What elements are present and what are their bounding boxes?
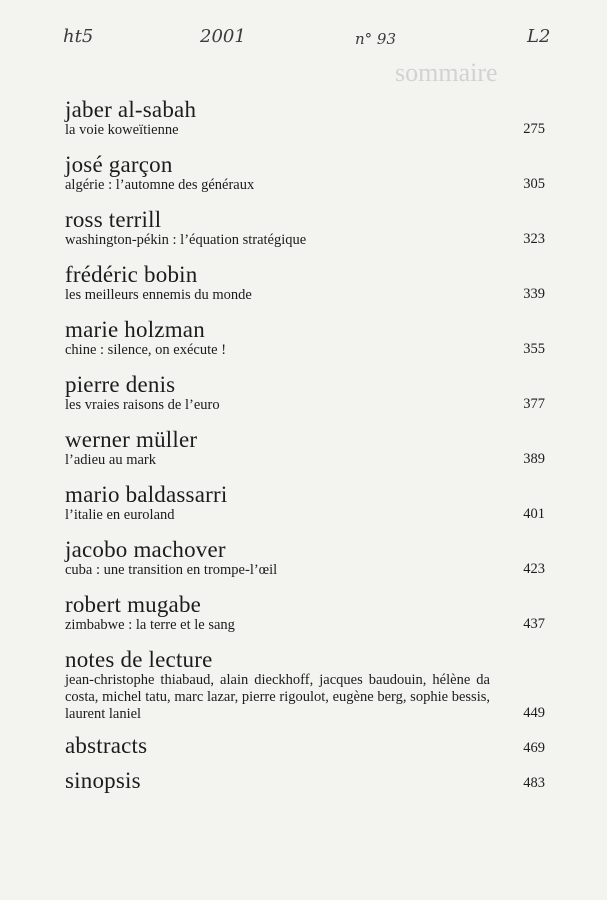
section-name: abstracts <box>65 733 148 758</box>
section-name: sinopsis <box>65 768 141 793</box>
article-title: les meilleurs ennemis du monde <box>65 287 252 303</box>
page-number: 389 <box>523 451 545 467</box>
author-name: werner müller <box>65 427 198 452</box>
author-name: frédéric bobin <box>65 262 198 287</box>
article-title: l’adieu au mark <box>65 452 156 468</box>
toc-entry <box>65 372 545 414</box>
article-title: cuba : une transition en trompe-l’œil <box>65 562 278 578</box>
page-number: 323 <box>523 231 545 247</box>
toc-entry <box>65 482 545 524</box>
author-name: jaber al-sabah <box>65 97 197 122</box>
handwritten-annotation-issue: n° 93 <box>355 30 397 48</box>
handwritten-annotation-left: ht5 <box>63 26 94 47</box>
author-name: josé garçon <box>65 152 173 177</box>
page-number: 401 <box>523 506 545 522</box>
table-of-contents <box>65 97 545 793</box>
article-title: algérie : l’automne des généraux <box>65 177 255 193</box>
toc-entry <box>65 97 545 139</box>
toc-entry <box>65 537 545 579</box>
article-title: chine : silence, on exécute ! <box>65 342 227 358</box>
author-name: robert mugabe <box>65 592 202 617</box>
author-name: marie holzman <box>65 317 205 342</box>
toc-entry <box>65 207 545 249</box>
author-name: mario baldassarri <box>65 482 228 507</box>
article-title: washington-pékin : l’équation stratégique <box>65 232 307 248</box>
page-number: 423 <box>523 561 545 577</box>
author-name: jacobo machover <box>65 537 226 562</box>
handwritten-annotation-right: L2 <box>527 26 551 47</box>
toc-entry <box>65 317 545 359</box>
page-number: 377 <box>523 396 545 412</box>
page-number: 339 <box>523 286 545 302</box>
toc-entry <box>65 592 545 634</box>
bleed-through-text: sommaire <box>395 58 498 87</box>
contributors-list: jean-christophe thiabaud, alain dieckhoff, jacques baudouin, hélène da costa, michel tatu, marc lazar, pierre rigoulot, eugène berg, sophie bessis, laurent laniel <box>65 672 490 722</box>
page-number: 449 <box>523 705 545 721</box>
article-title: les vraies raisons de l’euro <box>65 397 220 413</box>
page-number: 355 <box>523 341 545 357</box>
toc-entry-notes <box>65 647 545 723</box>
page-number: 483 <box>523 775 545 791</box>
author-name: pierre denis <box>65 372 176 397</box>
toc-entry <box>65 427 545 469</box>
toc-entry <box>65 152 545 194</box>
page-number: 437 <box>523 616 545 632</box>
article-title: la voie koweïtienne <box>65 122 179 138</box>
toc-entry-sinopsis <box>65 768 545 793</box>
page-number: 275 <box>523 121 545 137</box>
toc-entry <box>65 262 545 304</box>
section-name: notes de lecture <box>65 647 213 672</box>
page-number: 305 <box>523 176 545 192</box>
toc-entry-abstracts <box>65 733 545 758</box>
author-name: ross terrill <box>65 207 162 232</box>
handwritten-annotation-year: 2001 <box>200 26 246 47</box>
article-title: l’italie en euroland <box>65 507 175 523</box>
article-title: zimbabwe : la terre et le sang <box>65 617 235 633</box>
page-number: 469 <box>523 740 545 756</box>
